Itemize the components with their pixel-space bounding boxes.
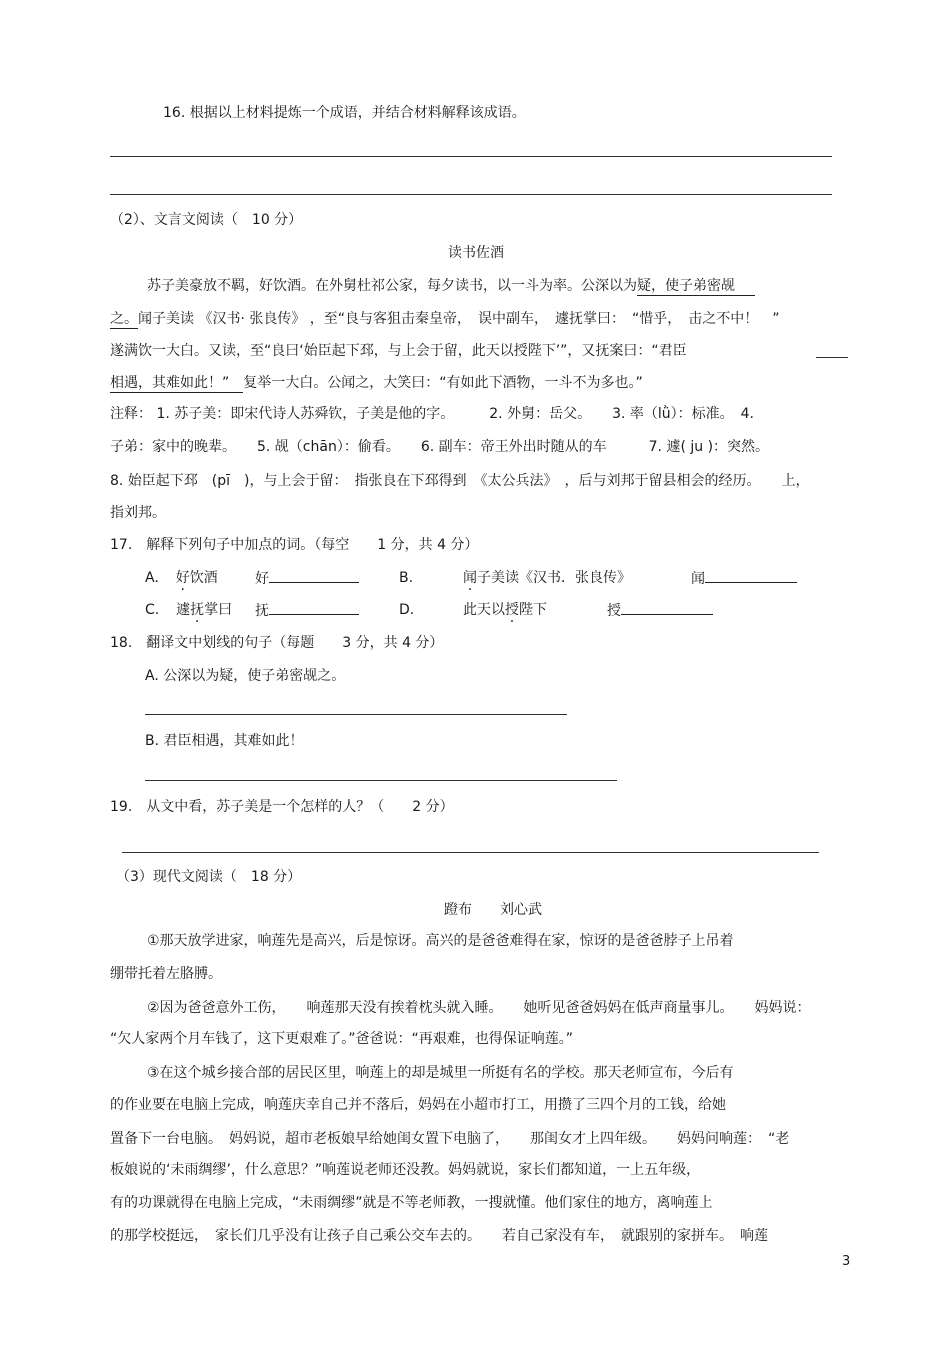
notes-line: 指刘邦。 xyxy=(110,505,166,521)
option-label: C. xyxy=(145,602,160,618)
option-text-post: 饮酒 xyxy=(189,570,218,586)
target-word: 抚 xyxy=(255,603,269,619)
passage-text: 复举一大白。公闻之，大笑曰：“有如此下酒物，一斗不为多也。” xyxy=(243,375,643,391)
answer-line xyxy=(110,194,832,195)
notes-line: 子弟：家中的晚辈。 5. 觇（chān）：偷看。 6. 副车：帝王外出时随从的车 7. 遽( ju )：突然。 xyxy=(110,439,770,455)
target-word: 好 xyxy=(255,571,269,587)
answer-line xyxy=(110,156,832,157)
answer-line[interactable] xyxy=(145,714,567,715)
answer-line[interactable] xyxy=(122,852,819,853)
modern-line: “欠人家两个月车钱了，这下更艰难了。”爸爸说：“再艰难，也得保证响莲。” xyxy=(110,1031,574,1047)
modern-line: 有的功课就得在电脑上完成，“未雨绸缪”就是不等老师教，一搜就懂。他们家住的地方，离响莲上 xyxy=(110,1195,713,1211)
passage-text: 闻子美读 《汉书· 张良传》 ，至“良与客狙击秦皇帝， 误中副车， 遽抚掌曰： “惜乎， 击之不中！ ” xyxy=(138,311,780,327)
answer-blank[interactable] xyxy=(269,568,359,583)
modern-line: 绷带托着左胳膊。 xyxy=(110,966,222,982)
option-label: B. xyxy=(399,570,414,586)
question-18: 18. 翻译文中划线的句子（每题 3 分，共 4 分） xyxy=(110,635,444,651)
question-17: 17. 解释下列句子中加点的词。（每空 1 分，共 4 分） xyxy=(110,537,479,553)
q18-item-b: B. 君臣相遇，其难如此！ xyxy=(145,733,304,749)
option-text-post: 子美读《汉书．张良传》 xyxy=(477,570,631,586)
q17-option-b xyxy=(399,568,413,588)
option-text-post: 陛下 xyxy=(519,602,547,618)
dotted-word: 授 xyxy=(505,602,519,618)
notes-line: 8. 始臣起下邳 (pī )，与上会于留： 指张良在下邳得到 《太公兵法》 ，后与刘邦于留县相会的经历。 上， xyxy=(110,473,810,489)
q17-a-word xyxy=(255,568,359,589)
q17-option-d xyxy=(399,600,414,620)
classical-passage-title: 读书佐酒 xyxy=(448,245,504,261)
notes-line: 注释： 1. 苏子美：即宋代诗人苏舜钦，子美是他的字。 2. 外舅：岳父。 3. 率（lǜ）：标准。 4. xyxy=(110,406,754,422)
answer-blank[interactable] xyxy=(269,600,359,615)
passage-line xyxy=(110,309,780,329)
section-heading-modern: （3）现代文阅读（ 18 分） xyxy=(116,869,302,885)
modern-line: ①那天放学进家，响莲先是高兴，后是惊讶。高兴的是爸爸难得在家，惊讶的是爸爸脖子上吊着 xyxy=(147,933,734,949)
modern-line: 板娘说的‘未雨绸缪’，什么意思？”响莲说老师还没教。妈妈就说，家长们都知道，一上五年级， xyxy=(110,1162,701,1178)
underline-fragment xyxy=(816,357,848,358)
target-word: 闻 xyxy=(691,571,705,587)
answer-blank[interactable] xyxy=(621,600,713,615)
modern-line: 的那学校挺远， 家长们几乎没有让孩子自己乘公交车去的。 若自己家没有车， 就跟别的家拼车。 响莲 xyxy=(110,1228,768,1244)
q17-d-word xyxy=(607,600,713,621)
q17-option-d-text xyxy=(463,600,547,620)
underlined-sentence: 疑，使子弟密觇 xyxy=(637,278,755,296)
underlined-sentence: 相遇，其难如此！” xyxy=(110,375,243,393)
option-label: D. xyxy=(399,602,415,618)
q17-option-b-text xyxy=(463,568,631,588)
modern-line: 置备下一台电脑。 妈妈说，超市老板娘早给她闺女置下电脑了， 那闺女才上四年级。 妈妈问响莲： “老 xyxy=(110,1131,790,1147)
passage-line: 遂满饮一大白。又读，至“良曰‘始臣起下邳，与上会于留，此天以授陛下’”，又抚案曰：“君臣 xyxy=(110,343,687,359)
question-16: 16. 根据以上材料提炼一个成语，并结合材料解释该成语。 xyxy=(163,105,526,121)
page-number: 3 xyxy=(842,1254,851,1269)
modern-line: ②因为爸爸意外工伤， 响莲那天没有挨着枕头就入睡。 她听见爸爸妈妈在低声商量事儿。 妈妈说： xyxy=(147,1000,811,1016)
section-heading-classical: （2）、文言文阅读（ 10 分） xyxy=(110,212,303,228)
modern-line: 的作业要在电脑上完成，响莲庆幸自己并不落后，妈妈在小超市打工，用攒了三四个月的工钱，给她 xyxy=(110,1097,726,1113)
q17-b-word xyxy=(691,568,797,589)
passage-line xyxy=(110,373,643,393)
option-label: A. xyxy=(145,570,159,586)
dotted-word: 好 xyxy=(175,570,190,586)
target-word: 授 xyxy=(607,603,621,619)
q17-option-c xyxy=(145,600,232,620)
dotted-word: 抚 xyxy=(190,602,205,618)
q18-item-a: A. 公深以为疑，使子弟密觇之。 xyxy=(145,668,346,684)
q17-option-a xyxy=(145,568,218,588)
answer-blank[interactable] xyxy=(705,568,797,583)
option-text-post: 掌曰 xyxy=(204,602,233,618)
option-text-pre: 此天以 xyxy=(463,602,505,618)
dotted-word: 闻 xyxy=(463,570,477,586)
question-19: 19. 从文中看，苏子美是一个怎样的人？（ 2 分） xyxy=(110,799,454,815)
q17-c-word xyxy=(255,600,359,621)
passage-line xyxy=(147,276,755,296)
underlined-sentence: 之。 xyxy=(110,311,138,327)
modern-passage-title: 蹬布 刘心武 xyxy=(444,902,542,918)
modern-line: ③在这个城乡接合部的居民区里，响莲上的却是城里一所挺有名的学校。那天老师宣布，今后有 xyxy=(147,1065,734,1081)
answer-line[interactable] xyxy=(145,780,617,781)
passage-text: 苏子美豪放不羁，好饮酒。在外舅杜祁公家，每夕读书，以一斗为率。公深以为 xyxy=(147,278,637,294)
option-text-pre: 遽 xyxy=(176,602,191,618)
